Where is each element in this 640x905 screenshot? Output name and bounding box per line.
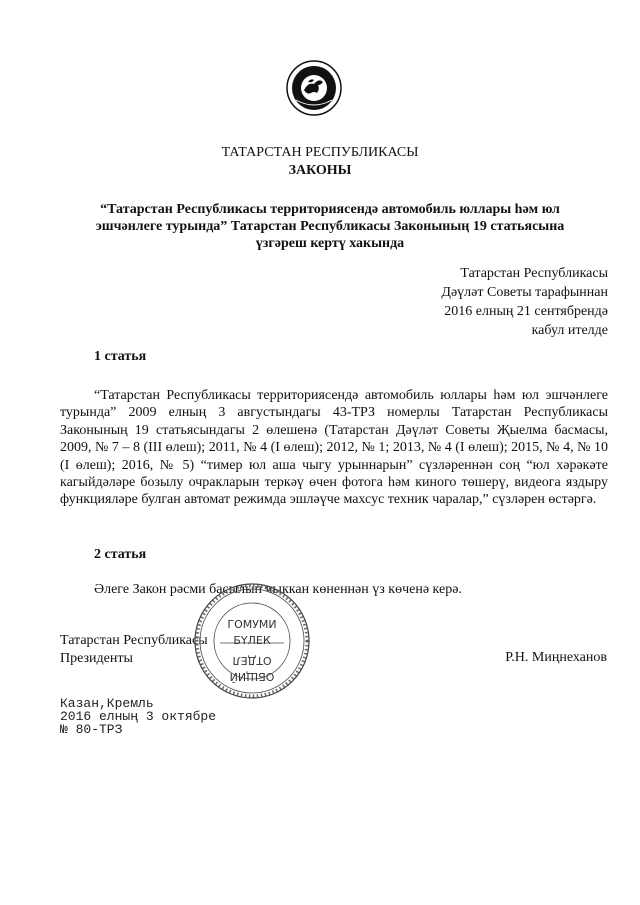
registration-number: № 80-ТРЗ [60, 722, 123, 737]
stamp-line-3: ОТДЕЛ [232, 654, 272, 667]
adoption-line-2: Дәүләт Советы тарафыннан [441, 285, 608, 300]
registration-date: 2016 елның 3 октябре [60, 709, 217, 724]
stamp-line-4: ОБЩИЙ [229, 670, 275, 683]
signatory-name: Р.Н. Миңнеханов [505, 650, 607, 665]
stamp-line-1: ГОМУМИ [227, 618, 277, 631]
adoption-line-4: кабул ителде [531, 323, 608, 338]
republic-heading: ТАТАРСТАН РЕСПУБЛИКАСЫ [221, 145, 419, 160]
article-1-title: 1 статья [94, 349, 147, 364]
document-registration [60, 697, 216, 736]
article-2-title: 2 статья [94, 547, 147, 562]
adoption-line-3: 2016 елның 21 сентябрендә [444, 304, 608, 319]
registration-place: Казан,Кремль [60, 696, 154, 711]
stamp-line-2: БҮЛЕК [233, 634, 271, 647]
signatory-position [60, 632, 208, 668]
tatarstan-emblem-icon [286, 60, 342, 116]
law-heading: ЗАКОНЫ [288, 163, 352, 178]
law-title: “Татарстан Республикасы территориясендә автомобиль юллары һәм юл эшчәнлеге турында” Татарстан Республикасы Законының 19 статьясына үзгәреш кертү хакында [95, 202, 565, 251]
adoption-note [308, 264, 608, 340]
adoption-line-1: Татарстан Республикасы [460, 266, 608, 281]
article-2-text: Әлеге Закон рәсми басылып чыккан көненнән үз көченә керә. [94, 582, 462, 597]
signatory-position-line-2: Президенты [60, 651, 133, 666]
article-1-text: “Татарстан Республикасы территориясендә автомобиль юллары һәм юл эшчәнлеге турында” 2009 елның 3 августындагы 43-ТРЗ номерлы Татарстан Республикасы Законының 19 статьясындагы 2 өлешенә (Татарстан Дәүләт Советы Җыелма басмасы, 2009, № 7 – 8 (III өлеш); 2011, № 4 (I өлеш); 2012, № 1; 2013, № 4 (I өлеш); 2015, № 4, № 10 (I өлеш); 2016, № 5) “тимер юл аша чыгу урыннарын” сүзләреннән соң “юл хәрәкәте кагыйдәләре бозылу очракларын теркәү өчен фотога һәм киного төшерү, видеога яздыру функцияләре булган автомат режимда эшләүче махсус техник чаралар,” сүзләрен өстәргә. [60, 388, 608, 508]
signatory-position-line-1: Татарстан Республикасы [60, 633, 208, 648]
